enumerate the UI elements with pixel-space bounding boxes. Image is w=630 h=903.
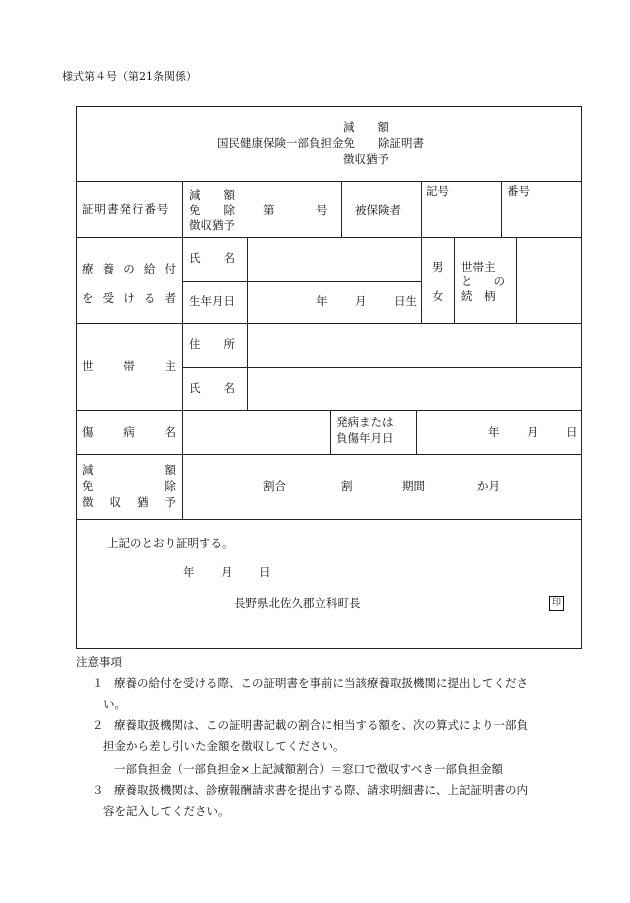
frame-bottom <box>76 648 582 649</box>
cert-day: 日 <box>259 565 271 579</box>
recipient-label-1: 療 養 の 給 付 <box>82 262 176 276</box>
seal-icon: 印 <box>549 596 564 611</box>
frame-top <box>76 106 582 107</box>
note-3-line2: 容を記入してください。 <box>103 804 230 818</box>
address-label: 住 所 <box>189 337 235 351</box>
recipient-dob-label: 生年月日 <box>189 294 235 308</box>
head-name-label: 氏 名 <box>189 381 235 395</box>
note-2-line1: 療養取扱機関は、この証明書記載の割合に相当する額を、次の算式により一部負 <box>114 718 528 732</box>
title-line3: 徴収猶予 <box>343 152 389 166</box>
note-3-line1: 療養取扱機関は、診療報酬請求書を提出する際、請求明細書に、上記証明書の内 <box>114 783 528 797</box>
form-label: 様式第４号（第21条関係） <box>62 70 197 83</box>
cert-dai: 第 <box>263 203 275 217</box>
sex-female: 女 <box>432 289 444 303</box>
note-1-number: １ <box>92 676 104 690</box>
reduction-label-1: 減 額 <box>82 463 176 477</box>
relation-line2: と の <box>461 274 505 288</box>
onset-month: 月 <box>527 425 539 439</box>
note-1-line1: 療養の給付を受ける際、この証明書を事前に当該療養取扱機関に提出してくださ <box>114 676 528 690</box>
cert-month: 月 <box>221 565 233 579</box>
ratio-label: 割合 <box>263 479 286 493</box>
onset-year: 年 <box>488 425 500 439</box>
ratio-unit: 割 <box>341 479 353 493</box>
dob-month: 月 <box>355 294 367 308</box>
insured-label: 被保険者 <box>355 203 401 217</box>
note-2-line2: 担金から差し引いた金額を徴収してください。 <box>103 739 345 753</box>
note-3-number: ３ <box>92 783 104 797</box>
disease-label: 傷 病 名 <box>82 425 176 439</box>
household-head-label: 世 帯 主 <box>82 359 176 373</box>
reduction-label-2: 免 除 <box>82 479 176 493</box>
recipient-name-label: 氏 名 <box>189 251 235 265</box>
cert-gen-exempt: 免 除 <box>189 203 235 217</box>
onset-label-2: 負傷年月日 <box>336 431 394 445</box>
relation-line1: 世帯主 <box>461 260 496 274</box>
note-2-formula: 一部負担金（一部負担金×上記減額割合）＝窓口で徴収すべき一部負担金額 <box>114 762 503 776</box>
onset-label-1: 発病または <box>336 415 394 429</box>
frame-right <box>581 106 582 649</box>
cert-number-label: 証明書発行番号 <box>82 202 170 216</box>
cert-gen-reduce: 減 額 <box>189 188 235 202</box>
period-unit: か月 <box>477 479 500 493</box>
dob-day: 日生 <box>394 294 417 308</box>
certification-statement: 上記のとおり証明する。 <box>107 536 234 550</box>
notes-title: 注意事項 <box>76 655 122 669</box>
cert-gou: 号 <box>316 203 328 217</box>
reduction-label-3: 徴 収 猶 予 <box>82 495 176 509</box>
note-2-number: ２ <box>92 718 104 732</box>
title-line1: 減 額 <box>343 120 389 134</box>
cert-year: 年 <box>183 565 195 579</box>
bango-label: 番号 <box>507 184 530 198</box>
cert-gen-defer: 徴収猶予 <box>189 218 235 232</box>
period-label: 期間 <box>402 479 425 493</box>
issuer-name: 長野県北佐久郡立科町長 <box>234 596 361 610</box>
dob-year: 年 <box>316 294 328 308</box>
kigo-label: 記号 <box>426 184 449 198</box>
sex-male: 男 <box>432 260 444 274</box>
relation-line3: 続 柄 <box>461 289 496 303</box>
title-line2: 国民健康保険一部負担金免 除証明書 <box>217 136 424 150</box>
note-1-line2: い。 <box>103 697 126 711</box>
frame-left <box>76 106 77 649</box>
recipient-label-2: を 受 け る 者 <box>82 291 176 305</box>
onset-day: 日 <box>566 425 578 439</box>
